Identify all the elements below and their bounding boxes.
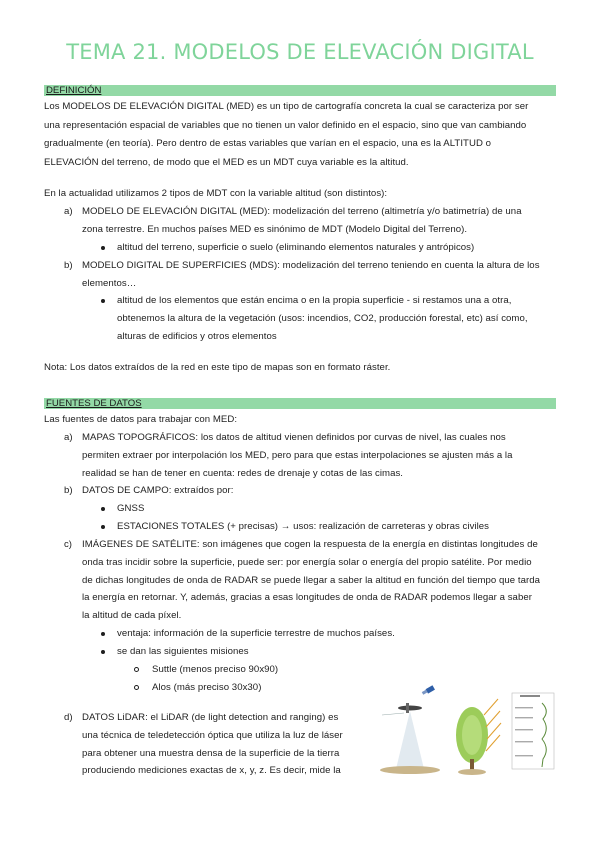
list-marker: c) xyxy=(64,539,72,550)
bullet-icon xyxy=(101,632,105,636)
list-item-line: MODELO DIGITAL DE SUPERFICIES (MDS): modelización del terreno teniendo en cuenta la altura de los xyxy=(82,260,540,271)
list-item-line: de dichas longitudes de onda de RADAR se puede llegar a saber la altitud en función del tiempo que tarda xyxy=(82,575,541,586)
bullet-item: alturas de edificios y otros elementos xyxy=(117,331,277,342)
list-item-line: una técnica de teledetección óptica que utiliza la luz de láser xyxy=(82,730,343,741)
laser-cone xyxy=(396,711,424,769)
sub-bullet-icon xyxy=(134,667,139,672)
page-title: TEMA 21. MODELOS DE ELEVACIÓN DIGITAL xyxy=(66,40,534,64)
bullet-item: ventaja: información de la superficie terrestre de muchos países. xyxy=(117,628,395,639)
section-header-fuentes: FUENTES DE DATOS xyxy=(44,398,556,409)
list-item-line: MODELO DE ELEVACIÓN DIGITAL (MED): modelización del terreno (altimetría y/o batimetría) de una xyxy=(82,206,522,217)
list-marker: b) xyxy=(64,485,73,496)
ground xyxy=(380,766,440,774)
sub-bullet-icon xyxy=(134,685,139,690)
list-marker: b) xyxy=(64,260,73,271)
bullet-item: se dan las siguientes misiones xyxy=(117,646,249,657)
list-item-line: onda tras incidir sobre la superficie, puede ser: por energía solar o energía del propio satélite. Por medio xyxy=(82,557,532,568)
list-item-line: DATOS LiDAR: el LiDAR (de light detection and ranging) es xyxy=(82,712,339,723)
sub-bullet-item: Alos (más preciso 30x30) xyxy=(152,682,262,693)
paragraph-line: gradualmente (en teoría). Pero dentro de estas variables que varían en el espacio, una es la ALTITUD o xyxy=(44,138,492,149)
lidar-illustration xyxy=(372,685,556,777)
bullet-icon xyxy=(101,507,105,511)
bullet-icon xyxy=(101,525,105,529)
bullet-item: obtenemos la altura de la vegetación (usos: incendios, CO2, producción forestal, etc) así como, xyxy=(117,313,528,324)
list-item-line: permiten extraer por interpolación los MED, pero para que estas interpolaciones se ajusten más a la xyxy=(82,450,513,461)
bullet-item: altitud de los elementos que están encima o en la propia superficie - si restamos una a otra, xyxy=(117,295,512,306)
tree-icon xyxy=(456,699,501,775)
list-item-line: para obtener una muestra densa de la superficie de la tierra xyxy=(82,748,340,759)
list-item-line: IMÁGENES DE SATÉLITE: son imágenes que cogen la respuesta de la energía en distintas longitudes de xyxy=(82,539,538,550)
list-marker: a) xyxy=(64,432,73,443)
list-item-line: realidad se han de tener en cuenta: redes de drenaje y cotas de las cimas. xyxy=(82,468,404,479)
sub-bullet-item: Suttle (menos preciso 90x90) xyxy=(152,664,279,675)
paragraph-line: ELEVACIÓN del terreno, de modo que el MED es un MDT cuya variable es la altitud. xyxy=(44,157,409,168)
list-marker: d) xyxy=(64,712,73,723)
paragraph-line: Los MODELOS DE ELEVACIÓN DIGITAL (MED) es un tipo de cartografía concreta la cual se caracteriza por ser xyxy=(44,101,529,112)
list-item-line: la energía en retornar. Y, además, gracias a esas longitudes de onda de RADAR podemos llegar a saber xyxy=(82,592,532,603)
note-text: Nota: Los datos extraídos de la red en este tipo de mapas son en formato ráster. xyxy=(44,362,391,373)
list-item-line: MAPAS TOPOGRÁFICOS: los datos de altitud vienen definidos por curvas de nivel, las cuales nos xyxy=(82,432,506,443)
list-item-line: elementos… xyxy=(82,278,137,289)
list-item-line: la altitud de cada píxel. xyxy=(82,610,182,621)
bullet-item: GNSS xyxy=(117,503,145,514)
paragraph-line: Las fuentes de datos para trabajar con MED: xyxy=(44,414,238,425)
bullet-icon xyxy=(101,650,105,654)
list-item-line: DATOS DE CAMPO: extraídos por: xyxy=(82,485,234,496)
bullet-icon xyxy=(101,246,105,250)
bullet-item: altitud del terreno, superficie o suelo (eliminando elementos naturales y antrópicos) xyxy=(117,242,475,253)
satellite-icon xyxy=(422,685,435,694)
paragraph-line: una representación espacial de variables que no tienen un valor definido en el espacio, sino que van cambiando xyxy=(44,120,527,131)
paragraph-line: En la actualidad utilizamos 2 tipos de MDT con la variable altitud (son distintos): xyxy=(44,188,388,199)
waveform-panel-icon xyxy=(512,693,554,769)
list-item-line: zona terrestre. En muchos países MED es sinónimo de MDT (Modelo Digital del Terreno). xyxy=(82,224,468,235)
bullet-icon xyxy=(101,299,105,303)
list-marker: a) xyxy=(64,206,73,217)
list-item-line: produciendo mediciones exactas de x, y, z. Es decir, mide la xyxy=(82,765,341,776)
bullet-item: ESTACIONES TOTALES (+ precisas) → usos: realización de carreteras y obras civiles xyxy=(117,521,490,532)
section-header-definicion: DEFINICIÓN xyxy=(44,85,556,96)
